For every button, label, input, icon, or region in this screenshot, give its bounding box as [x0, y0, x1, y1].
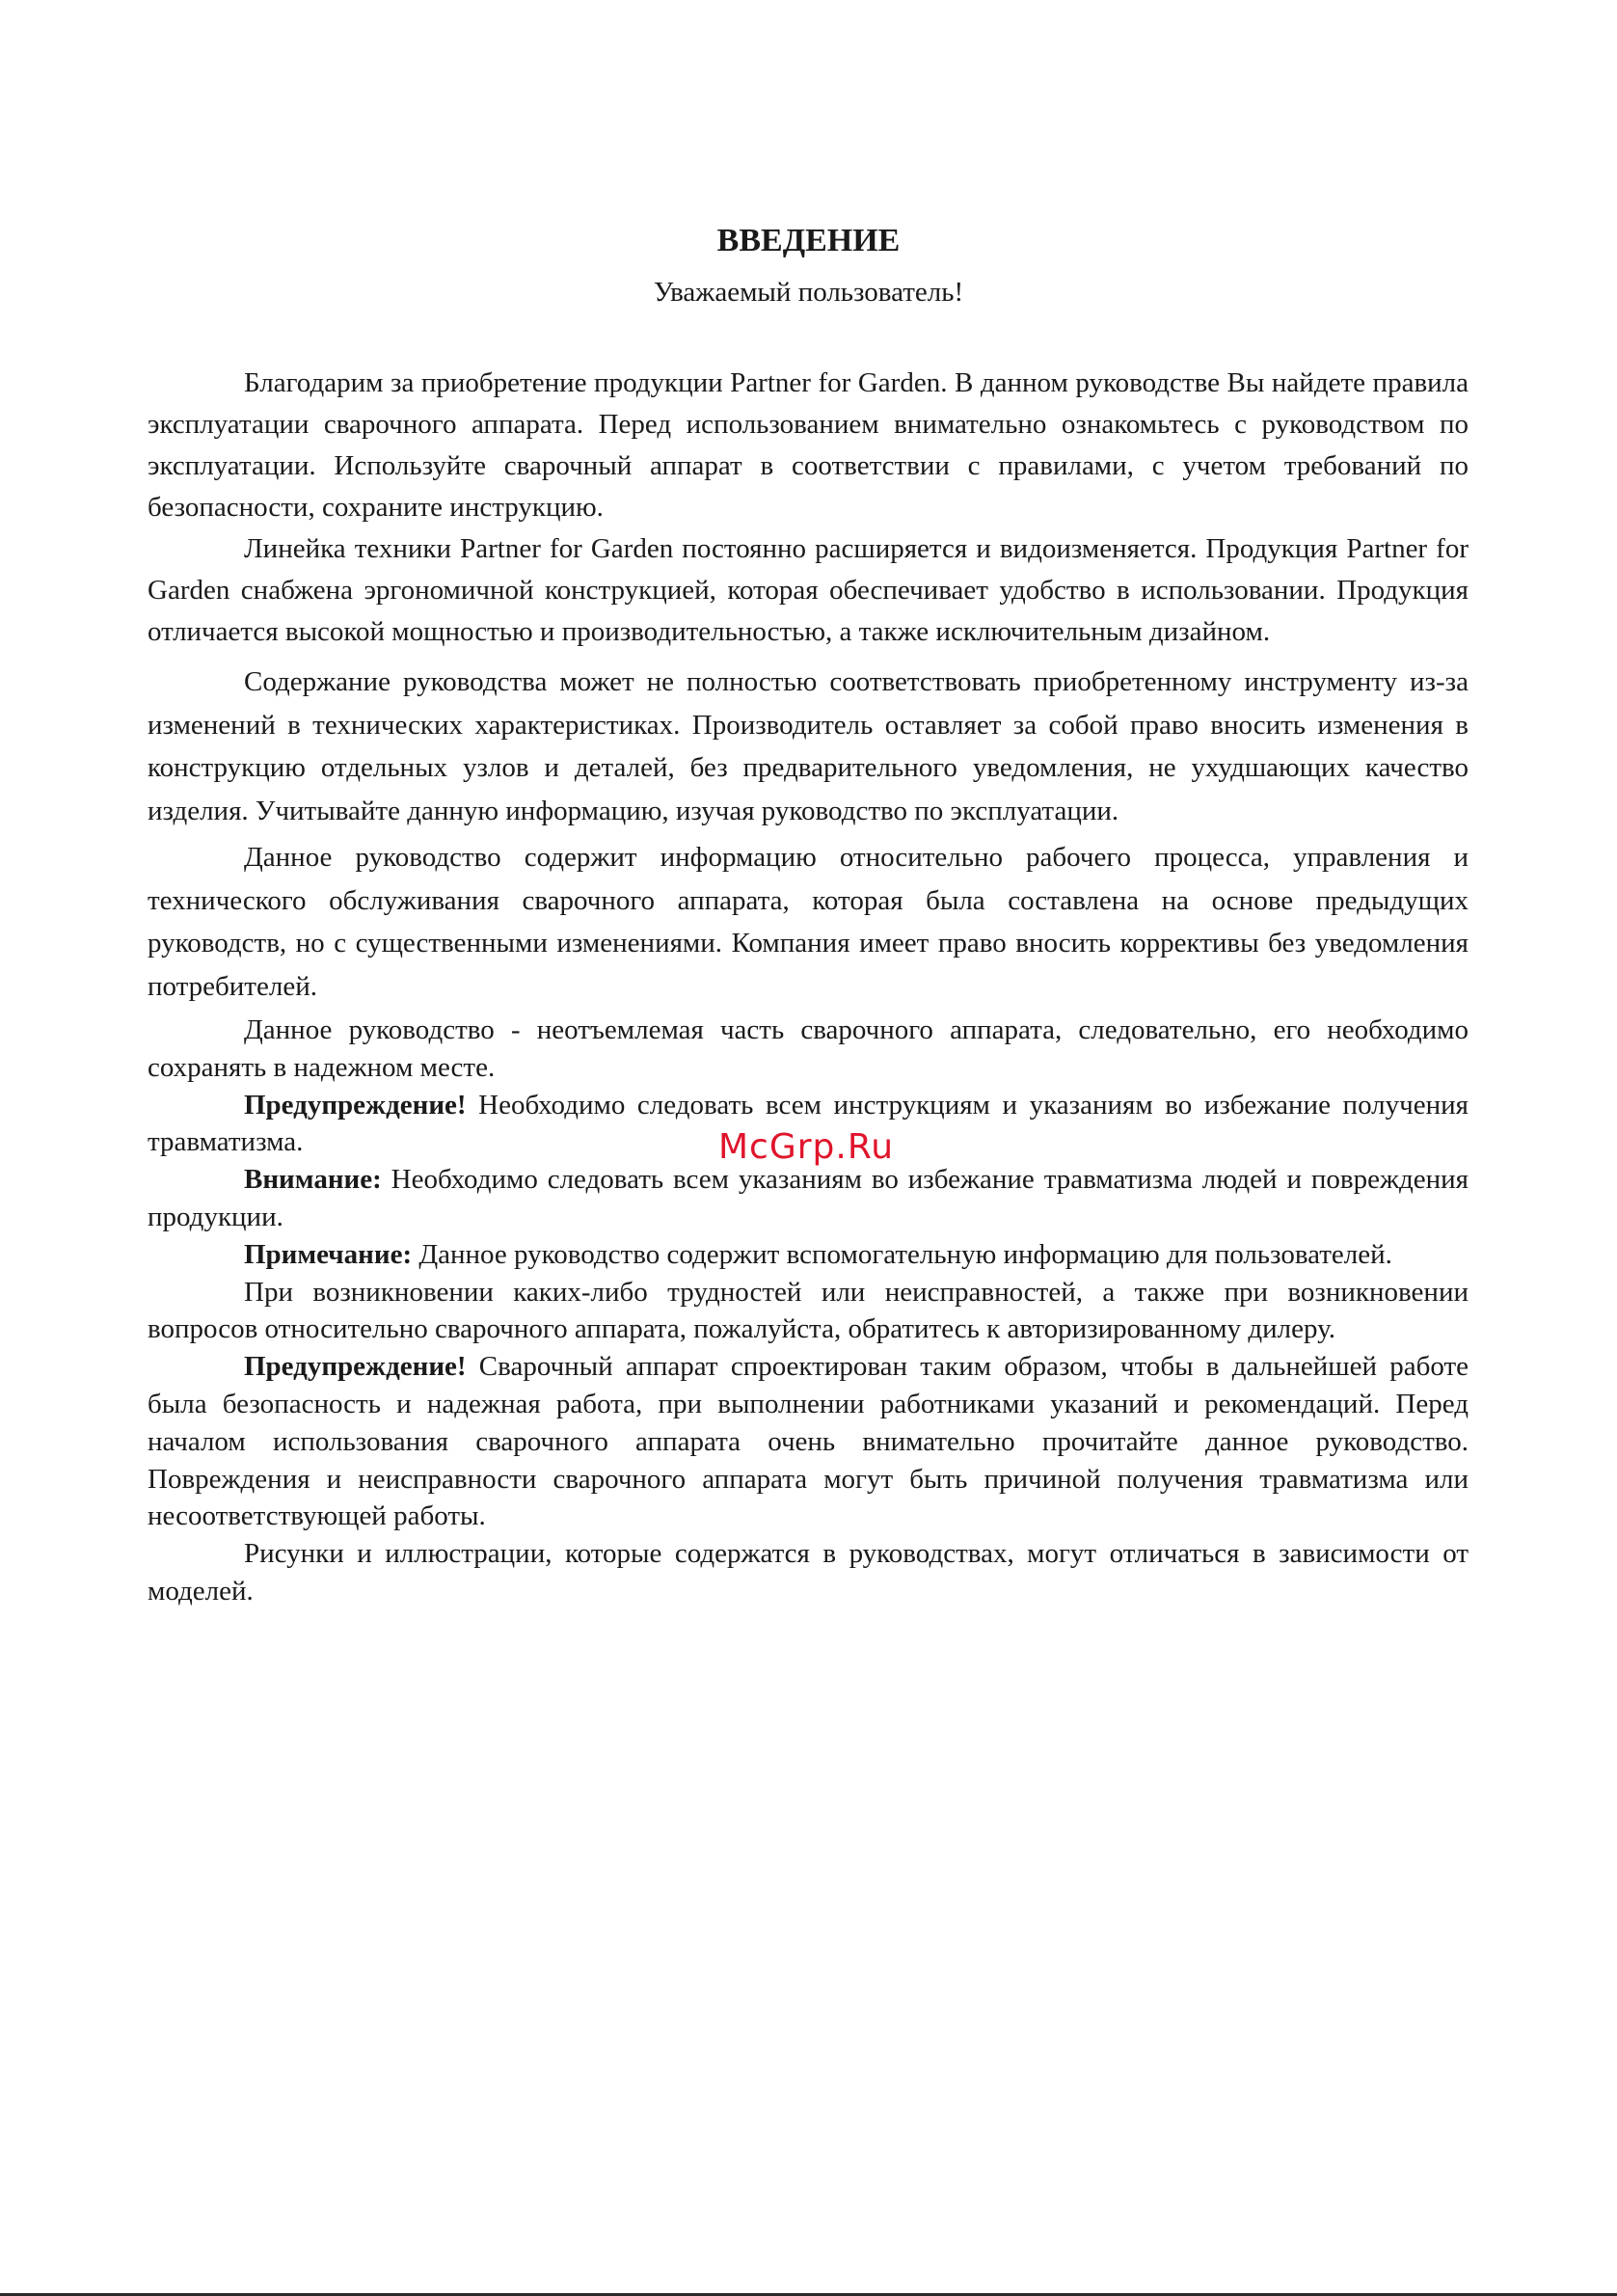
paragraph-product-line: [148, 528, 1469, 653]
warning-label: Предупреждение!: [244, 1089, 467, 1121]
watermark: McGrp.Ru: [718, 1127, 895, 1167]
paragraph-text: Сварочный аппарат спроектирован таким образом, чтобы в дальнейшей работе была безопасность и надежная работа, при выполнении работниками указаний и рекомендаций. Перед началом использования сварочного аппарата очень внимательно прочитайте данное руководство. Повреждения и неисправности сварочного аппарата могут быть причиной получения травматизма или несоответствующей работы.: [148, 1351, 1469, 1532]
greeting: Уважаемый пользователь!: [653, 277, 964, 308]
paragraph-dealer: [148, 1274, 1469, 1349]
paragraph-text: Рисунки и иллюстрации, которые содержатся в руководствах, могут отличаться в зависимости от моделей.: [148, 1538, 1469, 1607]
attention-label: Внимание:: [244, 1164, 382, 1196]
paragraph-manual-info: [148, 836, 1469, 1008]
paragraph-attention: [148, 1161, 1469, 1236]
paragraph-text: При возникновении каких-либо трудностей или неисправностей, а также при возникновении вопросов относительно сварочного аппарата, пожалуйста, обратитесь к авторизированному дилеру.: [148, 1276, 1469, 1345]
warning-label: Предупреждение!: [244, 1351, 467, 1383]
body-text: [148, 363, 1469, 1610]
paragraph-text: Линейка техники Partner for Garden постоянно расширяется и видоизменяется. Продукция Partner for Garden снабжена эргономичной конструкцией, которая обеспечивает удобство в использовании. Продукция отличается высокой мощностью и производительностью, а также исключительным дизайном.: [148, 533, 1469, 647]
paragraph-keep-manual: [148, 1012, 1469, 1087]
page-title: ВВЕДЕНИЕ: [716, 223, 901, 258]
paragraph-thanks: [148, 363, 1469, 528]
paragraph-text: Данное руководство - неотъемлемая часть сварочного аппарата, следовательно, его необходимо сохранять в надежном месте.: [148, 1014, 1469, 1083]
paragraph-note: [148, 1236, 1469, 1274]
paragraph-manual-content: [148, 661, 1469, 832]
paragraph-text: Необходимо следовать всем указаниям во избежание травматизма людей и повреждения продукции.: [148, 1164, 1469, 1232]
paragraph-text: Данное руководство содержит информацию относительно рабочего процесса, управления и технического обслуживания сварочного аппарата, которая была составлена на основе предыдущих руководств, но с существенными изменениями. Компания имеет право вносить коррективы без уведомления потребителей.: [148, 842, 1469, 1002]
paragraph-illustrations: [148, 1535, 1469, 1610]
paragraph-text: Благодарим за приобретение продукции Partner for Garden. В данном руководстве Вы найдете правила эксплуатации сварочного аппарата. Перед использованием внимательно ознакомьтесь с руководством по эксплуатации. Используйте сварочный аппарат в соответствии с правилами, с учетом требований по безопасности, сохраните инструкцию.: [148, 367, 1469, 523]
paragraph-safety-warning: [148, 1348, 1469, 1535]
paragraph-text: Содержание руководства может не полностью соответствовать приобретенному инструменту из-за изменений в технических характеристиках. Производитель оставляет за собой право вносить изменения в конструкцию отдельных узлов и деталей, без предварительного уведомления, не ухудшающих качество изделия. Учитывайте данную информацию, изучая руководство по эксплуатации.: [148, 666, 1469, 826]
paragraph-text: Необходимо следовать всем инструкциям и указаниям во избежание получения травматизма.: [148, 1089, 1469, 1158]
paragraph-text: Данное руководство содержит вспомогательную информацию для пользователей.: [412, 1238, 1392, 1270]
note-label: Примечание:: [244, 1238, 413, 1270]
